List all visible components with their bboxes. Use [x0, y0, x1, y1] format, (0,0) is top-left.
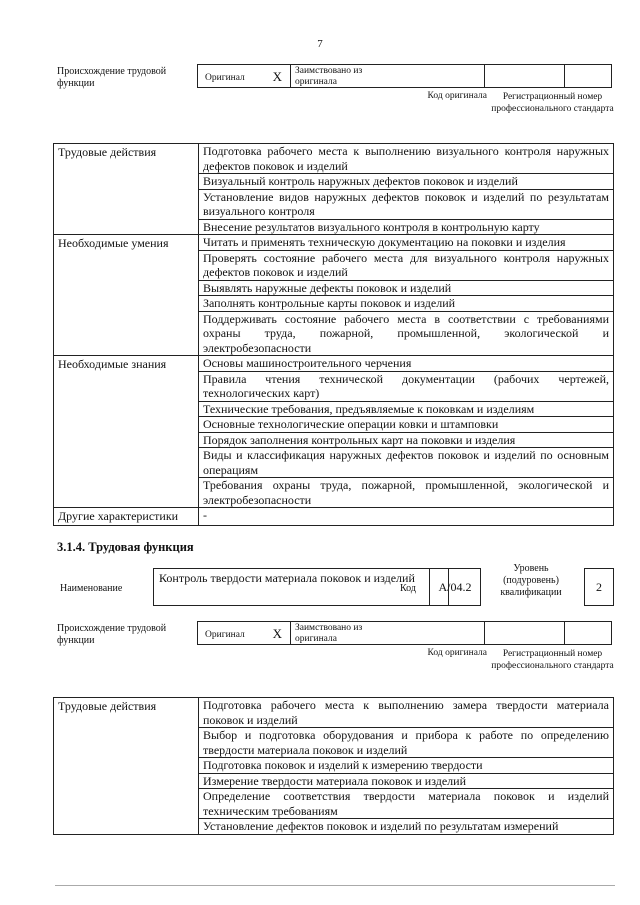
group-header: Трудовые действия: [54, 698, 199, 834]
table-cell: Визуальный контроль наружных дефектов поковок и изделий: [199, 173, 613, 189]
borrowed-label: Заимствовано из оригинала: [295, 623, 363, 644]
page-number: 7: [317, 38, 323, 50]
table-group: [53, 697, 614, 835]
origin-block-1: [57, 64, 612, 118]
table-cell: Внесение результатов визуального контроля в контрольную карту: [199, 219, 613, 235]
table-cell: Выявлять наружные дефекты поковок и изделий: [199, 280, 613, 296]
function-details-table-2: [53, 697, 614, 835]
function-name: Контроль твердости материала поковок и изделий: [153, 568, 449, 606]
table-group: [53, 355, 614, 507]
original-box: [197, 621, 290, 645]
borrowed-box: [290, 64, 485, 88]
table-cell: Правила чтения технической документации (рабочих чертежей, технологических карт): [199, 371, 613, 401]
registration-number-box: [565, 64, 612, 88]
original-mark: X: [272, 69, 282, 84]
table-cell: Выбор и подготовка оборудования и прибора к работе по определению твердости материала поковок и изделий: [199, 727, 613, 757]
original-label: Оригинал: [205, 73, 245, 83]
table-cell: Основные технологические операции ковки и штамповки: [199, 416, 613, 432]
origin-block-2: [57, 621, 612, 675]
group-header: Другие характеристики: [54, 508, 199, 525]
original-code-box: [485, 621, 565, 645]
table-cell: Подготовка рабочего места к выполнению замера твердости материала поковок и изделий: [203, 698, 609, 727]
qualification-level: 2: [584, 568, 614, 606]
borrowed-box: [290, 621, 485, 645]
function-name-row: [57, 563, 617, 608]
group-header: Необходимые знания: [54, 356, 199, 507]
table-cell: Проверять состояние рабочего места для визуального контроля наружных дефектов поковок и изделий: [199, 250, 613, 280]
table-group: [53, 143, 614, 234]
group-header: Трудовые действия: [54, 144, 199, 234]
code-label: Код: [400, 583, 416, 594]
table-cell: Подготовка рабочего места к выполнению визуального контроля наружных дефектов поковок и изделий: [203, 144, 609, 173]
page-bottom-rule: [55, 885, 615, 886]
registration-caption: Регистрационный номер профессионального стандарта: [491, 649, 614, 671]
table-cell: Поддерживать состояние рабочего места в соответствии с требованиями охраны труда, пожарной, промышленной, экологической и электробезопасности: [199, 311, 613, 356]
table-cell: Основы машиностроительного черчения: [203, 356, 412, 370]
original-code-box: [485, 64, 565, 88]
function-code: A/04.2: [429, 568, 481, 606]
table-cell: Определение соответствия твердости материала поковок и изделий техническим требованиям: [199, 788, 613, 818]
original-box: [197, 64, 290, 88]
table-cell: Требования охраны труда, пожарной, промышленной, экологической и электробезопасности: [199, 477, 613, 507]
code-caption: Код оригинала: [427, 648, 487, 658]
section-heading: 3.1.4. Трудовая функция: [57, 540, 194, 554]
original-label: Оригинал: [205, 630, 245, 640]
origin-title: Происхождение трудовой функции: [57, 66, 167, 89]
name-label: Наименование: [60, 583, 123, 594]
original-mark: X: [272, 626, 282, 641]
table-cell: Виды и классификация наружных дефектов поковок и изделий по основным операциям: [199, 447, 613, 477]
table-cell: Заполнять контрольные карты поковок и изделий: [199, 295, 613, 311]
group-header: Необходимые умения: [54, 235, 199, 355]
origin-title: Происхождение трудовой функции: [57, 623, 167, 646]
table-cell: Читать и применять техническую документацию на поковки и изделия: [203, 235, 566, 249]
borrowed-label: Заимствовано из оригинала: [295, 66, 363, 87]
table-cell: Подготовка поковок и изделий к измерению твердости: [199, 757, 613, 773]
table-group: [53, 507, 614, 526]
table-cell: Порядок заполнения контрольных карт на поковки и изделия: [199, 432, 613, 448]
registration-caption: Регистрационный номер профессионального стандарта: [491, 92, 614, 114]
table-cell: Установление видов наружных дефектов поковок и изделий по результатам визуального контроля: [199, 189, 613, 219]
table-cell: Измерение твердости материала поковок и изделий: [199, 773, 613, 789]
registration-number-box: [565, 621, 612, 645]
table-cell: Установление дефектов поковок и изделий по результатам измерений: [199, 818, 613, 834]
level-label: Уровень (подуровень) квалификации: [500, 563, 562, 598]
table-cell: Технические требования, предъявляемые к поковкам и изделиям: [199, 401, 613, 417]
function-details-table-1: [53, 143, 614, 526]
code-caption: Код оригинала: [427, 91, 487, 101]
table-group: [53, 234, 614, 355]
table-cell: -: [203, 508, 207, 522]
